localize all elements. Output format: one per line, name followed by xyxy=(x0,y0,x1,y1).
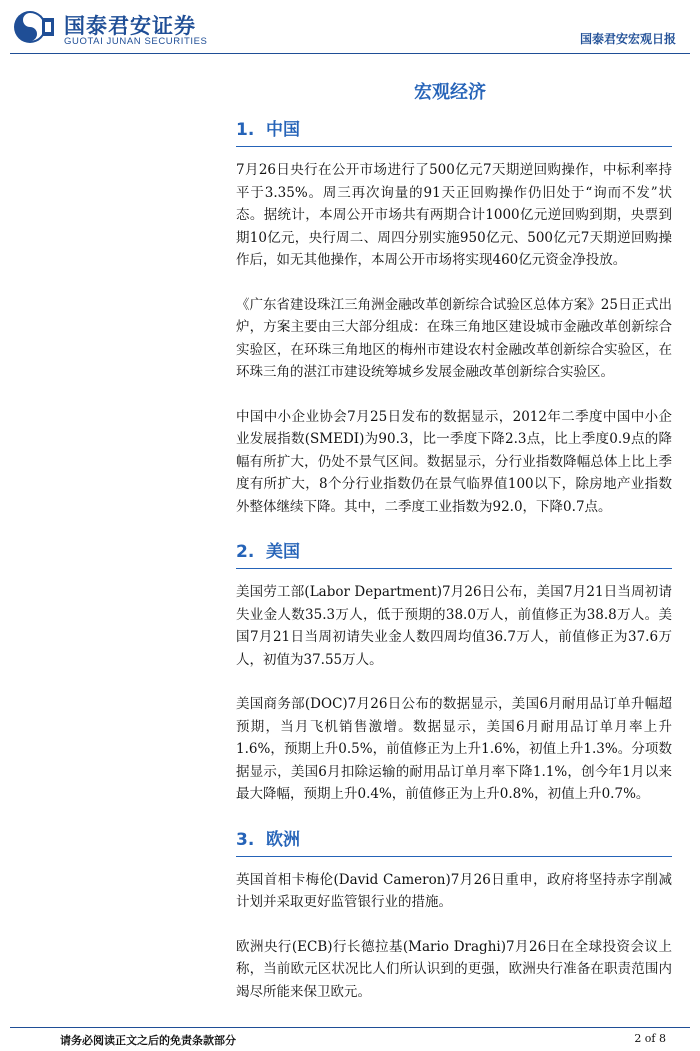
company-logo-icon xyxy=(12,9,56,45)
company-name-cn: 国泰君安证券 xyxy=(64,14,196,38)
company-name-en: GUOTAI JUNAN SECURITIES xyxy=(64,36,208,47)
report-name: 国泰君安宏观日报 xyxy=(579,32,676,46)
section-heading xyxy=(236,118,672,142)
section-heading xyxy=(236,828,672,852)
page-number: 2 of 8 xyxy=(634,1032,666,1045)
section-divider xyxy=(236,856,672,857)
section-heading xyxy=(236,540,672,564)
paragraph: 7月26日央行在公开市场进行了500亿元7天期逆回购操作，中标利率持平于3.35%。周三再次询量的91天正回购操作仍旧处于“询而不发”状态。据统计，本周公开市场共有两期合计1000亿元逆回购到期，央票到期10亿元，央行周二、周四分别实施950亿元、500亿元7天期逆回购操作后，如无其他操作，本周公开市场将实现460亿元资金净投放。 xyxy=(236,162,672,268)
main-content xyxy=(236,118,672,1025)
section-divider xyxy=(236,146,672,147)
section-number: 2. xyxy=(236,542,255,562)
section-number: 1. xyxy=(236,120,255,140)
paragraph: 美国劳工部(Labor Department)7月26日公布，美国7月21日当周初请失业金人数35.3万人，低于预期的38.0万人，前值修正为38.8万人。美国7月21日当周初请失业金人数四周均值36.7万人，前值修正为37.6万人，初值为37.55万人。 xyxy=(236,584,672,668)
footer-disclaimer: 请务必阅读正文之后的免责条款部分 xyxy=(60,1034,236,1047)
footer-divider xyxy=(10,1027,690,1028)
header-divider xyxy=(10,53,690,54)
section-title: 中国 xyxy=(266,120,300,140)
section-china xyxy=(236,118,672,518)
section-usa xyxy=(236,540,672,806)
section-title: 欧洲 xyxy=(266,829,300,850)
section-title: 美国 xyxy=(266,542,300,562)
paragraph: 欧洲央行(ECB)行长德拉基(Mario Draghi)7月26日在全球投资会议上称，当前欧元区状况比人们所认识到的更强，欧洲央行准备在职责范围内竭尽所能来保卫欧元。 xyxy=(236,938,672,1000)
page-title: 宏观经济 xyxy=(414,82,486,103)
section-divider xyxy=(236,568,672,569)
section-number: 3. xyxy=(236,829,255,850)
paragraph: 英国首相卡梅伦(David Cameron)7月26日重申，政府将坚持赤字削减计划并采取更好监管银行业的措施。 xyxy=(236,871,672,910)
paragraph: 《广东省建设珠江三角洲金融改革创新综合试验区总体方案》25日正式出炉，方案主要由三大部分组成：在珠三角地区建设城市金融改革创新综合实验区，在环珠三角地区的梅州市建设农村金融改革创新综合实验区，在环珠三角的湛江市建设统筹城乡发展金融改革创新综合实验区。 xyxy=(236,296,672,380)
paragraph: 中国中小企业协会7月25日发布的数据显示，2012年二季度中国中小企业发展指数(SMEDI)为90.3，比一季度下降2.3点，比上季度0.9点的降幅有所扩大，仍处不景气区间。数据显示，分行业指数降幅总体上比上季度有所扩大，8个分行业指数仍在景气临界值100以下，除房地产业指数外整体继续下降。其中，二季度工业指数为92.0，下降0.7点。 xyxy=(236,408,672,515)
section-europe xyxy=(236,828,672,1004)
page-header xyxy=(0,0,700,55)
paragraph: 美国商务部(DOC)7月26日公布的数据显示，美国6月耐用品订单升幅超预期，当月飞机销售激增。数据显示，美国6月耐用品订单月率上升1.6%，预期上升0.5%，前值修正为上升1.6%，初值上升1.3%。分项数据显示，美国6月扣除运输的耐用品订单月率下降1.1%，创今年1月以来最大降幅，预期上升0.4%，前值修正为上升0.8%，初值上升0.7%。 xyxy=(236,696,672,802)
